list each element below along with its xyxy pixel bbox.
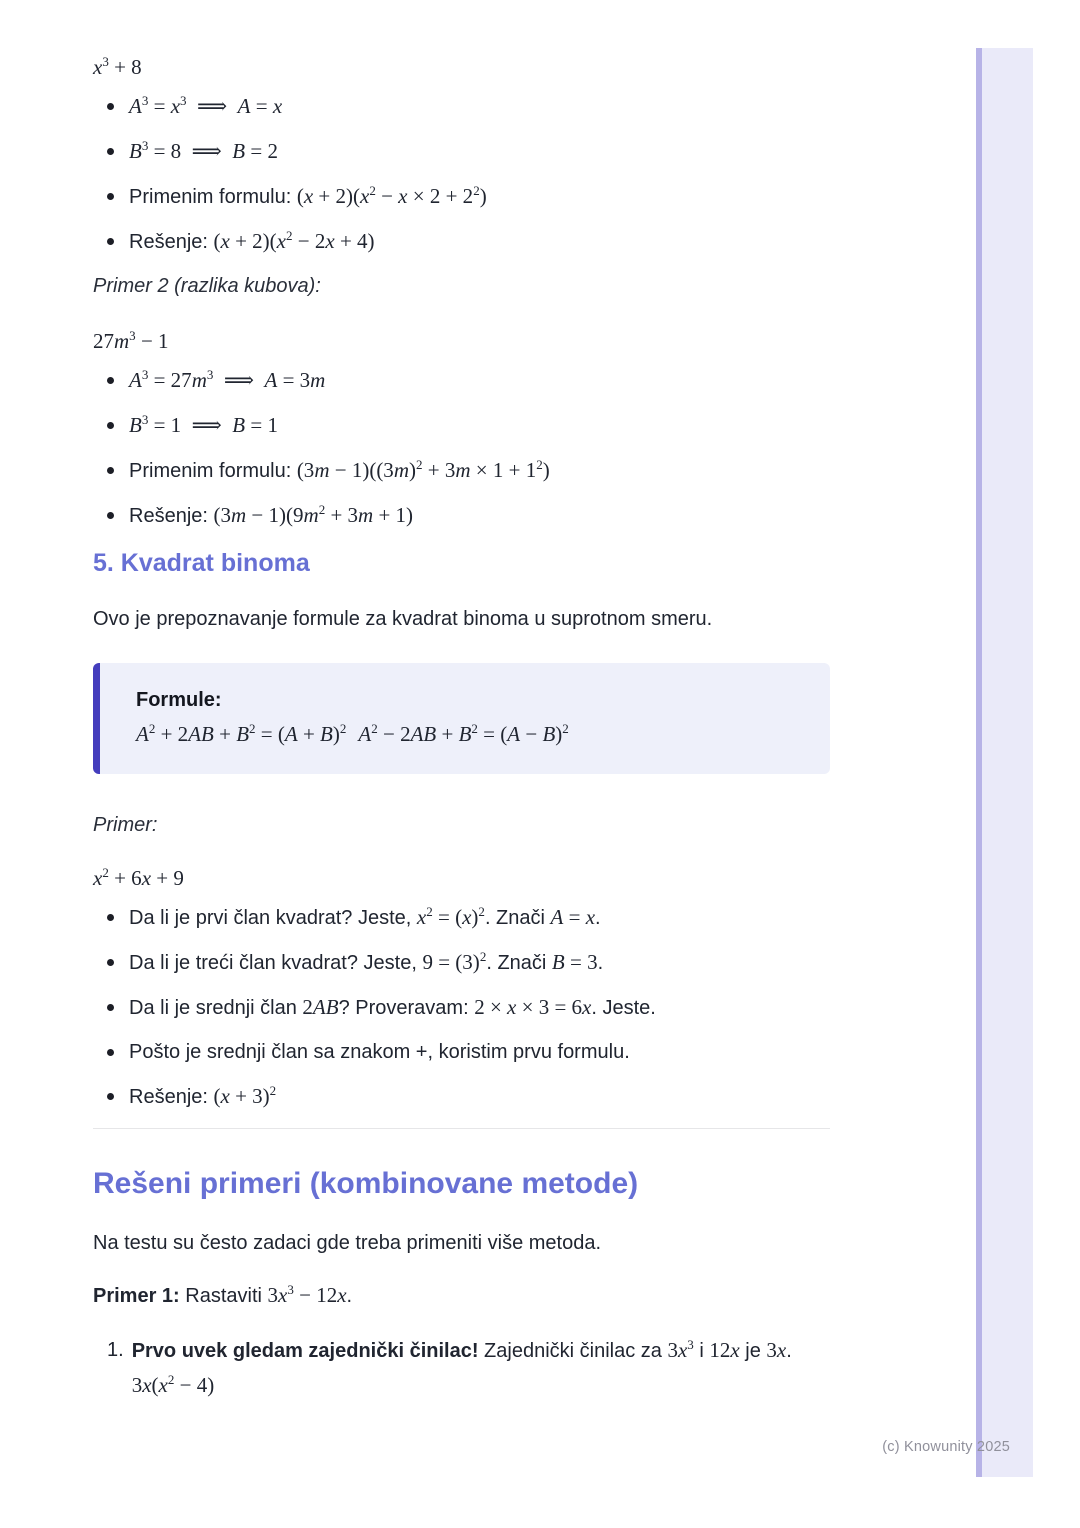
formula-callout — [93, 663, 830, 774]
cube-example-1-expression: $x^3 + 8$ — [93, 54, 142, 79]
bullet-item: Primenim formulu: $(3m - 1)((3m)^2 + 3m \times 1 + 1^2)$ — [107, 457, 830, 484]
callout-formula: $A^2 + 2AB + B^2 = (A + B)^2$ $A^2 - 2AB + B^2 = (A - B)^2$ — [136, 721, 569, 746]
step-expression: $3x(x^2 - 4)$ — [131, 1372, 215, 1397]
cube-example-1-list — [93, 93, 830, 255]
section-heading-kvadrat-binoma: 5. Kvadrat binoma — [93, 549, 310, 577]
bullet-item: Da li je treći član kvadrat? Jeste, $9 = (3)^2$. Znači B = 3. — [107, 949, 830, 976]
bullet-item: Da li je srednji član 2AB? Proveravam: 2 × x × 3 = 6x. Jeste. — [107, 994, 830, 1021]
primer-1-line: Primer 1: Rastaviti $3x^3 - 12x$. — [93, 1282, 353, 1307]
numbered-step-list — [93, 1336, 830, 1400]
cube-example-2-expression: $27m^3 - 1$ — [93, 328, 169, 353]
section-intro-paragraph: Ovo je prepoznavanje formule za kvadrat binoma u suprotnom smeru. — [93, 608, 713, 630]
bullet-item: Primenim formulu: $(x + 2)(x^2 - x \times 2 + 2^2)$ — [107, 183, 830, 210]
step-number: 1. — [107, 1339, 124, 1361]
square-example-expression: $x^2 + 6x + 9$ — [93, 865, 184, 890]
bullet-item: $A^3 = x^3$ ⟹ A = x — [107, 93, 830, 120]
cube-example-2-list — [93, 367, 830, 529]
primer-2-label: Primer 2 (razlika kubova): — [93, 275, 321, 297]
bullet-item: Rešenje: $(x + 3)^2$ — [107, 1083, 830, 1110]
callout-title: Formule: — [136, 689, 222, 711]
section-divider — [93, 1128, 830, 1129]
bullet-item: Da li je prvi član kvadrat? Jeste, $x^2 = (x)^2$. Znači A = x. — [107, 904, 830, 931]
bullet-item: $B^3 = 1$ ⟹ B = 1 — [107, 412, 830, 439]
bullet-item: Rešenje: $(x + 2)(x^2 - 2x + 4)$ — [107, 228, 830, 255]
step-text: Prvo uvek gledam zajednički činilac! Zajednički činilac za $3x^3$ i 12x je 3x. — [131, 1337, 792, 1362]
primer-label: Primer: — [93, 814, 158, 836]
bullet-item: $B^3 = 8$ ⟹ B = 2 — [107, 138, 830, 165]
main-heading-reseni-primeri: Rešeni primeri (kombinovane metode) — [93, 1167, 639, 1200]
bullet-item: Pošto je srednji član sa znakom +, koristim prvu formulu. — [107, 1039, 830, 1065]
bullet-item: Rešenje: $(3m - 1)(9m^2 + 3m + 1)$ — [107, 502, 830, 529]
bullet-item: $A^3 = 27m^3$ ⟹ A = 3m — [107, 367, 830, 394]
copyright-footer: (c) Knowunity 2025 — [882, 1439, 1010, 1455]
square-example-list — [93, 904, 830, 1110]
next-page-edge — [976, 48, 1033, 1477]
numbered-step — [107, 1336, 830, 1400]
solved-intro-paragraph: Na testu su često zadaci gde treba primeniti više metoda. — [93, 1232, 602, 1254]
content-column — [93, 55, 830, 1400]
